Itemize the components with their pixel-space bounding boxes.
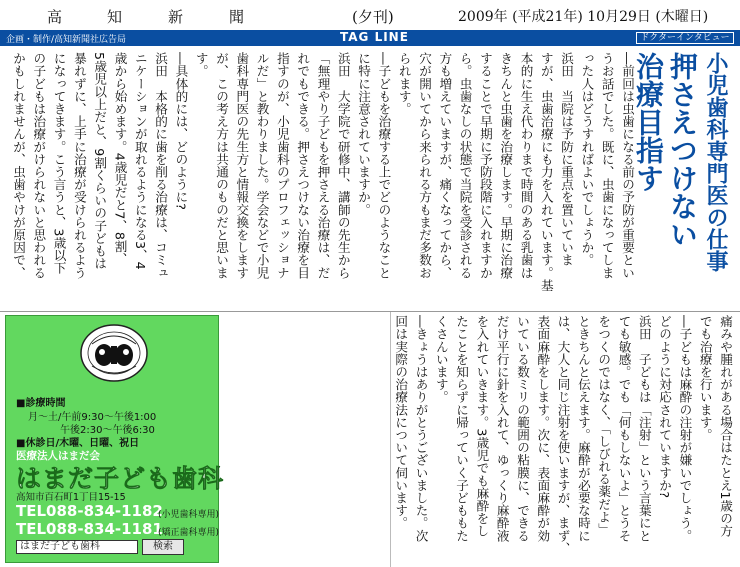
headline-line-2: 治療目指す (632, 52, 665, 192)
corporation-name: 医療法人はまだ会 (16, 450, 100, 462)
text-column: くさんいます。 (433, 315, 449, 404)
text-column: かもしれませんが、虫歯やけが原因で、 (11, 52, 26, 279)
text-column: うお話でした。既に、虫歯になってしま (599, 52, 615, 279)
text-column: 歯科専門医の先生方と情報交換をします (234, 52, 250, 279)
text-column: られます。 (396, 52, 412, 115)
text-column: が、この考え方は共通のものだと思いま (214, 52, 229, 279)
banner-category-box: ドクターインタビュー (636, 32, 734, 44)
text-column: 表面麻酔をします。次に、表面麻酔が効 (535, 315, 551, 542)
issue-date: 2009年 (平成21年) 10月29日 (木曜日) (458, 9, 709, 25)
clinic-logo-icon (78, 322, 150, 384)
search-button[interactable]: 検索 (142, 539, 184, 555)
text-column: どのように対応されていますか? (657, 315, 673, 499)
headline-line-1: 押さえつけない (666, 52, 699, 248)
text-column: たことを知らずに帰っていく子どももた (454, 315, 470, 542)
text-column: す。 (193, 52, 209, 78)
section-banner (0, 30, 740, 46)
text-column: 浜田 当院は予防に重点を置いていま (559, 52, 575, 267)
newspaper-name-char: 新 (168, 8, 184, 26)
headline-kicker: 小児歯科専門医の仕事 (703, 52, 728, 272)
text-column: ときちんと伝えます。麻酔が必要な時に (575, 315, 591, 542)
clinic-advertisement (5, 315, 225, 563)
hours-morning: 月～土/午前9:30～午後1:00 (28, 412, 157, 423)
text-column: 「無理やり子どもを押さえる治療は、だ (315, 52, 331, 279)
clinic-name: はまだ子ども歯科 (16, 464, 225, 493)
hours-afternoon: 午後2:30～午後6:30 (60, 425, 155, 436)
text-column: ―前回は虫歯になる前の予防が重要とい (620, 52, 635, 279)
text-column: 浜田 大学院で研修中、講師の先生から (335, 52, 351, 279)
text-column: 方も増えていますが、痛くなってから、 (437, 52, 453, 279)
phone-orthodontic[interactable]: TEL088-834-1181 (16, 520, 163, 538)
text-column: 歳から始めます。4歳児だと7、8割、 (112, 52, 128, 266)
newspaper-name-char: 高 (47, 8, 63, 26)
text-column: 回は実際の治療法について伺います。 (393, 315, 409, 530)
article-bottom-section (222, 315, 734, 563)
phone-pediatric[interactable]: TEL088-834-1182 (16, 502, 163, 520)
banner-title: TAG LINE (340, 30, 409, 44)
article-top-section (4, 52, 636, 310)
text-column: 本的に生え代わりまで時間のある乳歯は (518, 52, 534, 279)
text-column: ―具体的には、どのように? (173, 52, 189, 210)
text-column: ら。虫歯なしの状態で当院を受診される (457, 52, 473, 279)
text-column: きちんと虫歯を治療します。早期に治療 (498, 52, 514, 279)
text-column: れでもできる。押さえつけない治療を目 (295, 52, 311, 279)
phone-orthodontic-note: (矯正歯科専用) (158, 528, 220, 538)
edition-label: (夕刊) (352, 8, 394, 26)
section-divider (0, 311, 740, 312)
text-column: 指すのが、小児歯科のプロフェッショナ (274, 52, 290, 279)
text-column: することで早期に予防段階に入れますか (477, 52, 493, 279)
text-column: ―きょうはありがとうございました。次 (413, 315, 429, 542)
text-column: 浜田 本格的に歯を削る治療は、コミュ (153, 52, 169, 279)
phone-pediatric-note: (小児歯科専用) (158, 510, 220, 520)
text-column: すが、虫歯治療にも力を入れています。基 (538, 52, 554, 292)
closed-days: ■休診日/木曜、日曜、祝日 (16, 438, 140, 449)
text-column: ニケーションが取れるようになる3、4 (132, 52, 148, 270)
text-column: の子どもは治療がけられないと思われる (31, 52, 47, 279)
text-column: 痛みや腫れがある場合はたとえ1歳の方 (718, 315, 733, 538)
text-column: でも治療を行います。 (697, 315, 713, 441)
text-column: 5歳児以上だと、9割くらいの子どもは (92, 52, 108, 270)
text-column: ―子どもは麻酔の注射が嫌いでしょう。 (677, 315, 693, 542)
text-column: に特に注意されていますか。 (356, 52, 372, 216)
text-column: ても敏感。でも「何もしないよ」とうそ (616, 315, 632, 542)
text-column: をつくのではなく、「しびれる薬だよ」 (596, 315, 612, 536)
text-column: った人はどうすればよいでしょうか。 (579, 52, 595, 267)
text-column: になってきます。こう言うと、3歳以下 (51, 52, 67, 275)
clinic-address: 高知市百石町1丁目15-15 (16, 492, 126, 503)
text-column: 穴が開いてから来られる方もまだ多数お (417, 52, 432, 279)
masthead (0, 0, 740, 28)
search-input[interactable]: はまだ子ども歯科 (16, 540, 138, 554)
text-column: 暴れずに、上手に治療が受けられるよう (71, 52, 87, 279)
text-column: 浜田 子どもは「注射」という言葉にと (636, 315, 652, 542)
text-column: を入れていきます。3歳児でも麻酔をし (474, 315, 490, 538)
text-column: ルだ」と教わりました。学会などで小児 (254, 52, 270, 279)
newspaper-name-char: 知 (107, 8, 123, 26)
banner-credit: 企画・制作/高知新聞社広告局 (6, 35, 127, 45)
newspaper-name-char: 聞 (229, 8, 245, 26)
text-column: いている数ミリの範囲の粘膜に、できる (515, 315, 530, 542)
text-column: は、大人と同じ注射を使いますが、まず、 (555, 315, 571, 555)
text-column: ―子どもを治療する上でどのようなこと (376, 52, 392, 279)
hours-heading: ■診療時間 (16, 398, 66, 409)
text-column: だけ平行に針を入れて、ゆっくり麻酔液 (494, 315, 510, 542)
